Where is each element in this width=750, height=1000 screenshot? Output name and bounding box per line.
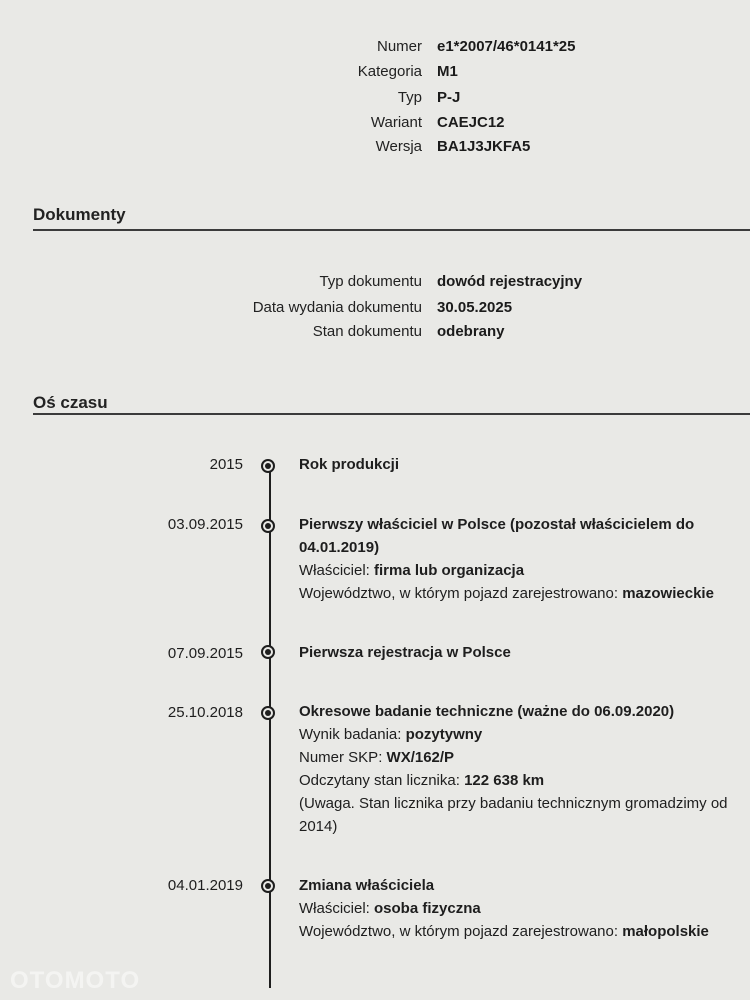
row-value-document-status: odebrany [437, 323, 505, 340]
timeline-event [299, 641, 739, 664]
timeline-event [299, 453, 739, 476]
row-value-kategoria: M1 [437, 63, 458, 80]
timeline-event [299, 700, 739, 838]
timeline-dot-icon [261, 706, 275, 720]
row-label-kategoria: Kategoria [357, 63, 422, 80]
row-label-typ: Typ [397, 89, 422, 106]
timeline-dot-icon [261, 879, 275, 893]
timeline-event-title: Pierwszy właściciel w Polsce (pozostał właścicielem do 04.01.2019) [299, 516, 695, 556]
watermark-logo: OTOMOTO [10, 967, 141, 994]
timeline-event [299, 874, 739, 943]
timeline-event-detail: Właściciel: firma lub organizacja [299, 562, 525, 579]
row-label-document-type: Typ dokumentu [319, 273, 422, 290]
timeline-event-date: 2015 [209, 456, 243, 473]
row-value-wariant: CAEJC12 [437, 114, 505, 131]
row-value-wersja: BA1J3JKFA5 [437, 138, 531, 155]
row-value-document-type: dowód rejestracyjny [437, 273, 583, 290]
timeline-axis [269, 468, 271, 988]
timeline-event-date: 03.09.2015 [167, 516, 243, 533]
row-label-issue-date: Data wydania dokumentu [252, 299, 422, 316]
timeline-event-detail: Wynik badania: pozytywny [299, 726, 483, 743]
section-title-documents: Dokumenty [33, 205, 126, 224]
timeline-event-title: Rok produkcji [299, 456, 400, 473]
section-divider [33, 229, 750, 231]
timeline-event-date: 04.01.2019 [167, 877, 243, 894]
row-value-numer: e1*2007/46*0141*25 [437, 38, 576, 55]
row-value-issue-date: 30.05.2025 [437, 299, 513, 316]
timeline-dot-icon [261, 519, 275, 533]
timeline-event-detail: Właściciel: osoba fizyczna [299, 900, 481, 917]
timeline-event-detail: Odczytany stan licznika: 122 638 km [299, 772, 545, 789]
timeline-dot-icon [261, 459, 275, 473]
timeline-event [299, 513, 739, 605]
timeline-event-title: Pierwsza rejestracja w Polsce [299, 644, 511, 661]
timeline-event-date: 25.10.2018 [167, 704, 243, 721]
section-divider [33, 413, 750, 415]
row-label-wariant: Wariant [370, 114, 422, 131]
timeline-event-title: Zmiana właściciela [299, 877, 435, 894]
row-label-document-status: Stan dokumentu [312, 323, 422, 340]
timeline-event-date: 07.09.2015 [167, 645, 243, 662]
row-label-numer: Numer [376, 38, 422, 55]
timeline-dot-icon [261, 645, 275, 659]
timeline-event-title: Okresowe badanie techniczne (ważne do 06.09.2020) [299, 703, 675, 720]
section-title-timeline: Oś czasu [33, 393, 108, 412]
row-label-wersja: Wersja [375, 138, 422, 155]
row-value-typ: P-J [437, 89, 461, 106]
timeline-event-detail: Województwo, w którym pojazd zarejestrowano: małopolskie [299, 923, 709, 940]
timeline-event-note: (Uwaga. Stan licznika przy badaniu technicznym gromadzimy od 2014) [299, 795, 728, 835]
timeline-event-detail: Numer SKP: WX/162/P [299, 749, 455, 766]
timeline-event-detail: Województwo, w którym pojazd zarejestrowano: mazowieckie [299, 585, 714, 602]
